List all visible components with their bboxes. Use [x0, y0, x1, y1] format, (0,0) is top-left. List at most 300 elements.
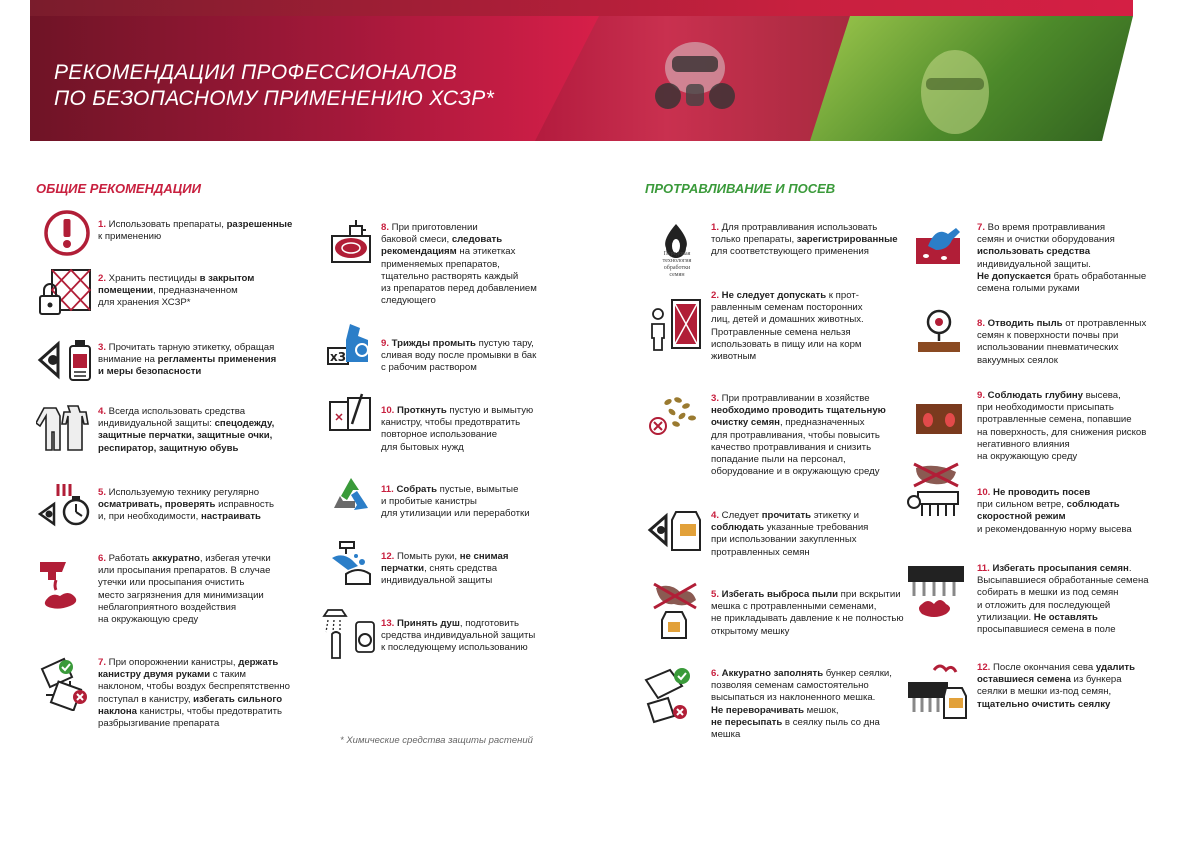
item-number: 12.	[977, 662, 994, 673]
triple-rinse-icon	[326, 320, 378, 370]
item-line	[98, 499, 298, 511]
general-item-10	[381, 405, 551, 454]
item-line	[977, 318, 1167, 330]
item-text: индивидуальной защиты	[381, 575, 493, 587]
item-line	[977, 575, 1167, 587]
item-text: и отложить для последующей	[977, 599, 1111, 611]
seeding-item-11	[977, 563, 1167, 636]
item-line	[711, 589, 911, 601]
item-number: 7.	[977, 222, 988, 233]
item-text: После окончания сева	[993, 662, 1096, 673]
top-accent-bar	[30, 0, 1133, 16]
item-number: 4.	[98, 406, 109, 417]
item-line	[98, 565, 298, 577]
page-title	[54, 60, 494, 112]
item-text-bold: осматривать, проверять	[98, 499, 216, 511]
item-text-bold: и меры безопасности	[98, 366, 202, 378]
footnote: * Химические средства защиты растений	[340, 735, 533, 746]
no-wind-seeding-icon	[906, 462, 966, 520]
seeding-item-6	[711, 668, 911, 741]
item-line	[98, 285, 298, 297]
item-text: Помыть руки,	[397, 551, 460, 562]
puncture-canister-icon	[326, 392, 376, 434]
item-line	[977, 674, 1167, 686]
item-text: указанные требования	[764, 522, 869, 534]
item-text: при необходимости присыпать	[977, 402, 1114, 414]
item-text: на окружающую среду	[98, 614, 199, 626]
item-text-bold: соблюдать	[711, 522, 765, 534]
item-line	[977, 662, 1167, 674]
item-line	[98, 219, 298, 231]
item-number: 9.	[977, 390, 988, 401]
wash-hands-icon	[326, 540, 376, 590]
item-line	[98, 669, 298, 681]
seeding-item-9	[977, 390, 1167, 463]
item-text: средства индивидуальной защиты	[381, 630, 536, 642]
item-text: Следует	[721, 510, 762, 521]
item-line	[711, 613, 911, 625]
item-line	[711, 351, 911, 363]
item-line	[381, 405, 551, 417]
item-line	[977, 427, 1167, 439]
item-text: с рабочим раствором	[381, 362, 477, 374]
item-text: .	[1128, 563, 1132, 574]
item-number: 9.	[381, 338, 392, 349]
item-line	[381, 563, 551, 575]
item-text-bold: Аккуратно заполнять	[721, 668, 824, 679]
item-line	[711, 290, 911, 302]
item-text: семена голыми руками	[977, 283, 1080, 295]
item-number: 1.	[98, 219, 109, 230]
item-number: 11.	[977, 563, 993, 574]
item-line	[381, 551, 551, 563]
item-text: и рекомендованную норму высева	[977, 523, 1132, 535]
item-text-bold: не пересыпать	[711, 716, 783, 728]
item-line	[98, 406, 298, 418]
item-number: 13.	[381, 618, 398, 629]
item-text-bold: избегать сильного	[193, 693, 283, 705]
item-number: 3.	[711, 393, 722, 404]
item-text: к прот-	[826, 290, 859, 301]
general-item-11	[381, 484, 551, 521]
item-line	[977, 699, 1167, 711]
item-text-bold: Не переворачивать	[711, 704, 805, 716]
item-line	[381, 429, 551, 441]
item-line	[381, 618, 551, 630]
item-line	[98, 443, 298, 455]
item-line	[977, 511, 1167, 523]
mixing-tank-icon	[326, 218, 376, 268]
vacuum-seeder-icon	[914, 308, 964, 354]
item-line	[381, 508, 551, 520]
item-text: для хранения ХСЗР*	[98, 297, 191, 309]
item-number: 6.	[98, 553, 109, 564]
item-line	[98, 366, 298, 378]
item-line	[381, 295, 551, 307]
item-text: внимание на	[98, 354, 158, 366]
item-text: качество протравливания и снизить	[711, 441, 872, 453]
item-line	[711, 222, 911, 234]
item-text: сеялки в мешки из-под семян,	[977, 686, 1112, 698]
item-line	[98, 231, 298, 243]
item-line	[381, 246, 551, 258]
item-line	[98, 577, 298, 589]
item-line	[711, 442, 911, 454]
item-number: 1.	[711, 222, 722, 233]
protective-clothing-icon	[36, 402, 94, 452]
item-text: Прочитать тарную этикетку, обращая	[108, 342, 275, 353]
item-line	[98, 590, 298, 602]
item-line	[711, 626, 911, 638]
item-text: Использовать препараты,	[108, 219, 227, 230]
item-line	[977, 355, 1167, 367]
item-text: канистры, чтобы предотвратить	[137, 705, 282, 717]
item-line	[98, 657, 298, 669]
item-line	[711, 314, 911, 326]
item-text-bold: Принять душ	[397, 618, 460, 629]
item-text: использовать в пищу или на корм	[711, 338, 862, 350]
item-text: Хранить пестициды	[108, 273, 200, 284]
item-text: для утилизации или переработки	[381, 508, 530, 520]
general-item-13	[381, 618, 551, 655]
item-line	[381, 642, 551, 654]
item-text-bold: необходимо проводить тщательную	[711, 405, 886, 417]
item-line	[381, 575, 551, 587]
item-line	[977, 259, 1167, 271]
farmer-face-icon	[900, 34, 1010, 141]
item-line	[711, 393, 911, 405]
item-text-bold: Соблюдать глубину	[987, 390, 1084, 401]
item-text: собирать в мешки из под семян	[977, 587, 1119, 599]
item-line	[977, 330, 1167, 342]
item-line	[977, 234, 1167, 246]
general-item-8	[381, 222, 551, 307]
item-text: негативного влияния	[977, 438, 1070, 450]
item-text: просыпавшиеся семена в поле	[977, 624, 1116, 636]
item-text: , снять средства	[424, 563, 498, 575]
item-text: При опорожнении канистры,	[108, 657, 239, 668]
item-text: применяемых препаратов,	[381, 258, 500, 270]
seeding-item-2	[711, 290, 911, 363]
item-line	[977, 563, 1167, 575]
general-item-4	[98, 406, 298, 455]
recycle-icon	[328, 474, 374, 518]
item-text: вакуумных сеялок	[977, 354, 1058, 366]
item-text: мешка с протравленными семенами,	[711, 601, 877, 613]
general-item-2	[98, 273, 298, 310]
exclamation-icon	[42, 208, 92, 258]
item-text: Всегда использовать средства	[108, 406, 246, 417]
item-text-bold: Отводить пыль	[987, 318, 1063, 329]
item-text-bold: респиратор, защитную обувь	[98, 442, 239, 454]
general-item-6	[98, 553, 298, 626]
clean-seeder-icon	[904, 662, 968, 722]
item-text-bold: перчатки	[381, 563, 425, 575]
item-text: исправность	[215, 499, 275, 511]
item-text: мешка	[711, 729, 741, 741]
item-text: семян и очистки оборудования	[977, 234, 1115, 246]
item-line	[98, 418, 298, 430]
item-line	[977, 271, 1167, 283]
item-text: утилизации.	[977, 611, 1034, 623]
item-text: при использовании закупленных	[711, 534, 857, 546]
header-banner	[30, 16, 1133, 141]
item-text: позволяя семенам самостоятельно	[711, 680, 869, 692]
item-number: 5.	[711, 589, 722, 600]
item-text: только препараты,	[711, 234, 797, 246]
item-line	[977, 524, 1167, 536]
item-text: , предназначенном	[152, 285, 238, 297]
item-line	[977, 246, 1167, 258]
ppe-seed-handling-icon	[914, 224, 964, 266]
item-text-bold: аккуратно	[152, 553, 200, 564]
item-line	[711, 302, 911, 314]
item-text: не прикладывать давление к не полностью	[711, 613, 904, 625]
general-item-3	[98, 342, 298, 379]
item-line	[977, 390, 1167, 402]
item-line	[98, 681, 298, 693]
item-line	[711, 430, 911, 442]
item-line	[98, 718, 298, 730]
item-line	[381, 234, 551, 246]
item-text-bold: удалить	[1095, 662, 1136, 673]
item-line	[381, 222, 551, 234]
item-number: 6.	[711, 668, 722, 679]
item-text-bold: в закрытом	[199, 273, 255, 284]
item-text: из бункера	[1070, 674, 1122, 686]
item-text: При приготовлении	[391, 222, 478, 233]
item-text: на этикетках	[456, 246, 516, 258]
item-text: в сеялку пыль со дна	[782, 716, 880, 728]
item-line	[381, 338, 551, 350]
item-number: 10.	[977, 487, 994, 498]
respirator-mask-icon	[650, 38, 740, 118]
item-line	[711, 692, 911, 704]
item-line	[711, 234, 911, 246]
item-line	[977, 439, 1167, 451]
item-number: 10.	[381, 405, 398, 416]
item-line	[977, 414, 1167, 426]
item-line	[98, 614, 298, 626]
general-item-9	[381, 338, 551, 375]
seeding-depth-icon	[914, 400, 964, 436]
general-section-title: ОБЩИЕ РЕКОМЕНДАЦИИ	[36, 181, 201, 196]
item-line	[98, 430, 298, 442]
item-number: 8.	[977, 318, 988, 329]
item-text-bold: рекомендациям	[381, 246, 457, 258]
general-item-12	[381, 551, 551, 588]
item-text-bold: Проткнуть	[397, 405, 447, 416]
item-line	[977, 451, 1167, 463]
item-text: к последующему использованию	[381, 642, 528, 654]
item-text: пустую тару,	[475, 338, 534, 349]
item-line	[977, 686, 1167, 698]
inspect-equipment-icon	[36, 480, 94, 530]
item-text: и пробитые канистры	[381, 496, 477, 508]
canister-pouring-icon	[36, 655, 94, 711]
seeding-item-7	[977, 222, 1167, 295]
item-text: на окружающую среду	[977, 451, 1078, 463]
item-line	[977, 624, 1167, 636]
item-number: 4.	[711, 510, 722, 521]
item-text: При протравливании в хозяйстве	[721, 393, 870, 404]
item-text-bold: следовать	[451, 234, 503, 246]
item-text: мешок,	[804, 704, 839, 716]
item-line	[711, 601, 911, 613]
item-number: 3.	[98, 342, 109, 353]
item-line	[381, 283, 551, 295]
seeding-item-5	[711, 589, 911, 638]
item-text: попадание пыли на персонал,	[711, 454, 846, 466]
item-text-bold: защитные перчатки, защитные очки,	[98, 430, 273, 442]
seed-cleaning-icon	[648, 390, 704, 440]
item-text-bold: использовать средства	[977, 246, 1091, 258]
item-line	[381, 271, 551, 283]
item-number: 2.	[711, 290, 722, 301]
item-line	[711, 417, 911, 429]
item-number: 12.	[381, 551, 398, 562]
item-text-bold: зарегистрированные	[796, 234, 898, 246]
item-line	[977, 499, 1167, 511]
seeding-item-10	[977, 487, 1167, 536]
item-line	[381, 417, 551, 429]
item-text-bold: тщательно очистить сеялку	[977, 698, 1111, 710]
item-text: протравленные семена, попавшие	[977, 414, 1132, 426]
item-line	[711, 246, 911, 258]
item-text: следующего	[381, 295, 436, 307]
item-line	[381, 496, 551, 508]
item-text-bold: настраивать	[200, 511, 261, 523]
svg-text:x3: x3	[330, 350, 347, 364]
item-line	[98, 354, 298, 366]
item-text: индивидуальной защиты:	[98, 418, 215, 430]
item-line	[98, 706, 298, 718]
item-text: или просыпания препаратов. В случае	[98, 565, 271, 577]
item-text-bold: оставшиеся семена	[977, 674, 1071, 686]
item-text-bold: прочитать	[761, 510, 812, 521]
item-text: индивидуальной защиты.	[977, 258, 1091, 270]
item-line	[711, 522, 911, 534]
item-text-bold: разрешенные	[226, 219, 293, 230]
read-seed-label-icon	[646, 504, 704, 554]
item-line	[711, 668, 911, 680]
item-text-bold: соблюдать	[1066, 499, 1120, 511]
item-text: место загрязнения для минимизации	[98, 589, 264, 601]
item-line	[381, 630, 551, 642]
item-line	[977, 222, 1167, 234]
item-line	[711, 717, 911, 729]
item-line	[381, 362, 551, 374]
item-text: канистру, чтобы предотвратить	[381, 417, 521, 429]
item-number: 7.	[98, 657, 109, 668]
item-text: Используемую технику регулярно	[108, 487, 260, 498]
item-line	[711, 405, 911, 417]
item-line	[711, 466, 911, 478]
item-text-bold: Не проводить посев	[993, 487, 1091, 498]
item-line	[711, 510, 911, 522]
item-line	[977, 600, 1167, 612]
item-line	[98, 602, 298, 614]
general-item-7	[98, 657, 298, 730]
item-line	[977, 612, 1167, 624]
page-title-line2: ПО БЕЗОПАСНОМУ ПРИМЕНЕНИЮ ХСЗР*	[54, 87, 495, 110]
item-text: пустые, вымытые	[437, 484, 519, 495]
item-text-bold: наклона	[98, 705, 138, 717]
item-text: для соответствующего применения	[711, 246, 869, 258]
seeding-section-title: ПРОТРАВЛИВАНИЕ И ПОСЕВ	[645, 181, 836, 196]
item-text-bold: Избегать просыпания семян	[992, 563, 1129, 574]
item-line	[711, 327, 911, 339]
item-line	[977, 283, 1167, 295]
item-text: повторное использование	[381, 429, 498, 441]
item-text: высева,	[1083, 390, 1121, 401]
item-line	[711, 339, 911, 351]
seed-treatment-logo-caption: Передовая технология обработки семян	[662, 251, 692, 278]
item-text: Во время протравливания	[987, 222, 1106, 233]
item-line	[711, 454, 911, 466]
seeding-item-12	[977, 662, 1167, 711]
item-text: к применению	[98, 231, 162, 243]
item-text: , избегая утечки	[199, 553, 271, 564]
item-text: животным	[711, 351, 757, 363]
item-line	[711, 547, 911, 559]
item-number: 8.	[381, 222, 392, 233]
fill-hopper-icon	[640, 664, 700, 724]
item-text: , подготовить	[459, 618, 520, 629]
read-label-icon	[36, 336, 94, 384]
item-text: неблагоприятного воздействия	[98, 601, 237, 613]
seeding-item-1	[711, 222, 911, 259]
item-text-bold: Не допускается	[977, 270, 1051, 282]
item-text: равленным семенам посторонних	[711, 302, 863, 314]
item-text: Для протравливания использовать	[721, 222, 878, 233]
seeding-item-3	[711, 393, 911, 478]
item-text: оборудование и в окружающую среду	[711, 466, 880, 478]
item-text: тщательно растворять каждый	[381, 270, 519, 282]
item-line	[98, 273, 298, 285]
item-text: пустую и вымытую	[446, 405, 534, 416]
item-text-bold: Не оставлять	[1033, 611, 1098, 623]
item-line	[381, 484, 551, 496]
item-text-bold: регламенты применения	[157, 354, 277, 366]
item-line	[98, 487, 298, 499]
item-text-bold: скоростной режим	[977, 511, 1066, 523]
no-dust-icon	[650, 582, 700, 640]
item-text: при вскрытии	[838, 589, 901, 600]
seeding-item-4	[711, 510, 911, 559]
item-text: наклоном, чтобы воздух беспрепятственно	[98, 681, 290, 693]
locked-storage-icon	[36, 266, 94, 324]
item-text: высыпаться из наклоненного мешка.	[711, 692, 876, 704]
item-line	[98, 342, 298, 354]
item-line	[977, 342, 1167, 354]
item-line	[98, 553, 298, 565]
item-line	[711, 534, 911, 546]
item-text: использовании пневматических	[977, 342, 1119, 354]
item-text: разбрызгивание препарата	[98, 718, 220, 730]
shower-icon	[322, 604, 378, 662]
item-text-bold: очистку семян	[711, 417, 780, 429]
item-text: поступал в канистру,	[98, 693, 194, 705]
item-line	[98, 694, 298, 706]
no-access-icon	[648, 296, 702, 354]
item-line	[711, 729, 911, 741]
item-text: при сильном ветре,	[977, 499, 1067, 511]
item-text: открытому мешку	[711, 625, 790, 637]
item-line	[711, 705, 911, 717]
page-title-line1: РЕКОМЕНДАЦИИ ПРОФЕССИОНАЛОВ	[54, 61, 458, 84]
item-text-bold: Трижды промыть	[391, 338, 476, 349]
